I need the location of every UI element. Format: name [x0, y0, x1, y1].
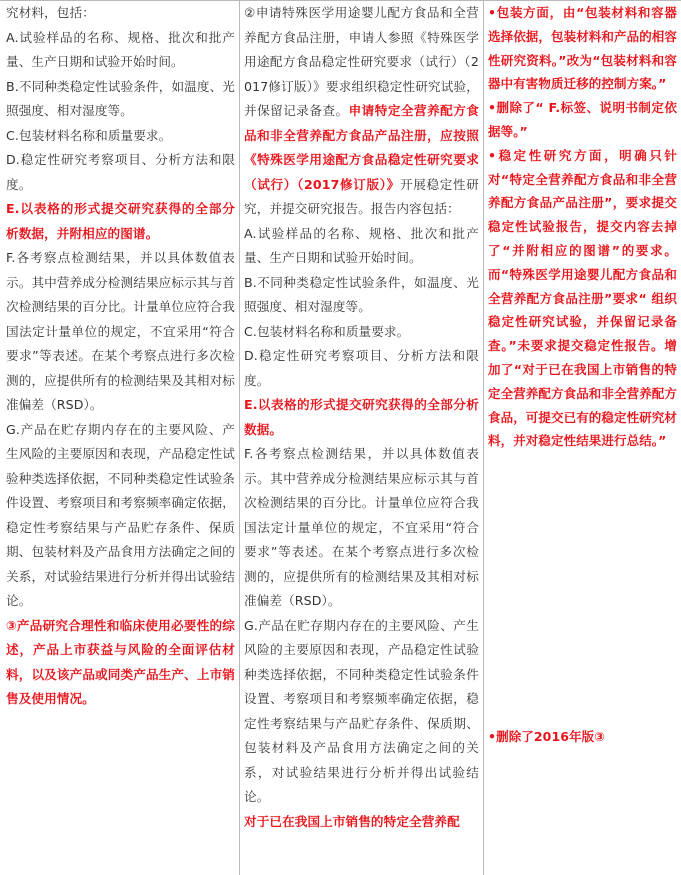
new-item-a: A.试验样品的名称、规格、批次和批产量、生产日期和试验开始时间。 — [244, 225, 479, 265]
column-old-version — [0, 1, 240, 875]
new-item-e: E.以表格的形式提交研究获得的全部分析数据。 — [244, 397, 479, 437]
note-stability: •稳定性研究方面，明确只针对“特定全营养配方食品和非全营养配方食品产品注册”，要求提交稳定性试验报告，提交内容去掉了“并附相应的图谱”的要求。而“特殊医学用途婴儿配方食品和全营养配方食品注册”要求“ 组织稳定性研究试验，并保留记录备查。”未要求提交稳定性报告。增加了“对于已在我国上市销售的特定全营养配方食品和非全营养配方食品，可提交已有的稳定性研究材料，并对稳定性结果进行总结。” — [488, 147, 678, 449]
new-p2-tail: 开展稳定性研究，并提交研究报告。报告内容包括： — [244, 176, 479, 216]
column-new-version — [240, 1, 484, 875]
new-item-b: B.不同种类稳定性试验条件，如温度、光照强度、相对湿度等。 — [244, 274, 479, 314]
new-last-line: 对于已在我国上市销售的特定全营养配 — [244, 813, 460, 829]
new-p2-text: ②申请特殊医学用途婴儿配方食品和全营养配方食品注册，申请人参照《特殊医学用途配方食品稳定性研究要求（试行）（2017修订版）》要求组织稳定性研究试验，并保留记录备查。 — [244, 5, 479, 118]
old-intro: 究材料，包括： — [6, 5, 95, 20]
note-packaging: •包装方面，由“包装材料和容器选择依据，包装材料和产品的相容性研究资料。”改为“包装材料和容器中有害物质迁移的控制方案。” — [488, 5, 678, 92]
new-item-f: F.各考察点检测结果，并以具体数值表示。其中营养成分检测结果应标示其与首次检测结果的百分比。计量单位应符合我国法定计量单位的规定，不宜采用“符合要求”等表述。在某个考察点进行多次检测的，应提供所有的检测结果及其相对标准偏差（RSD）。 — [244, 446, 479, 608]
new-item-g: G.产品在贮存期内存在的主要风险、产生风险的主要原因和表现，产品稳定性试验种类选择依据，不同种类稳定性试验条件设置、考察项目和考察频率确定依据，稳定性考察结果与产品贮存条件、保质期、包装材料及产品食用方法确定之间的关系，对试验结果进行分析并得出试验结论。 — [244, 617, 479, 804]
new-paragraph-2 — [244, 1, 479, 222]
new-item-c: C.包装材料名称和质量要求。 — [244, 323, 410, 339]
old-item-3: ③产品研究合理性和临床使用必要性的综述，产品上市获益与风险的全面评估材料，以及该产品或同类产品生产、上市销售及使用情况。 — [6, 617, 235, 706]
old-item-d: D.稳定性研究考察项目、分析方法和限度。 — [6, 152, 235, 192]
column-notes — [484, 1, 681, 875]
old-item-b: B.不同种类稳定性试验条件，如温度、光照强度、相对湿度等。 — [6, 78, 235, 118]
notes-spacer — [488, 453, 677, 725]
new-p2-highlight: 申请特定全营养配方食品和非全营养配方食品产品注册，应按照《特殊医学用途配方食品稳定性研究要求（试行）（2017修订版）》 — [244, 103, 479, 192]
old-item-c: C.包装材料名称和质量要求。 — [6, 127, 172, 143]
old-item-g: G.产品在贮存期内存在的主要风险、产生风险的主要原因和表现，产品稳定性试验种类选择依据，不同种类稳定性试验条件设置、考察项目和考察频率确定依据，稳定性考察结果与产品贮存条件、保质期、包装材料及产品食用方法确定之间的关系，对试验结果进行分析并得出试验结论。 — [6, 421, 235, 608]
note-deleted-3: •删除了2016年版③ — [488, 729, 605, 745]
old-item-f: F.各考察点检测结果，并以具体数值表示。其中营养成分检测结果应标示其与首次检测结果的百分比。计量单位应符合我国法定计量单位的规定，不宜采用“符合要求”等表述。在某个考察点进行多次检测的，应提供所有的检测结果及其相对标准偏差（RSD）。 — [6, 250, 235, 412]
old-item-a: A.试验样品的名称、规格、批次和批产量、生产日期和试验开始时间。 — [6, 29, 235, 69]
old-item-e: E.以表格的形式提交研究获得的全部分析数据，并附相应的图谱。 — [6, 201, 235, 241]
note-deleted-f: •删除了“ F.标签、说明书制定依据等。” — [488, 100, 677, 139]
new-item-d: D.稳定性研究考察项目、分析方法和限度。 — [244, 348, 479, 388]
